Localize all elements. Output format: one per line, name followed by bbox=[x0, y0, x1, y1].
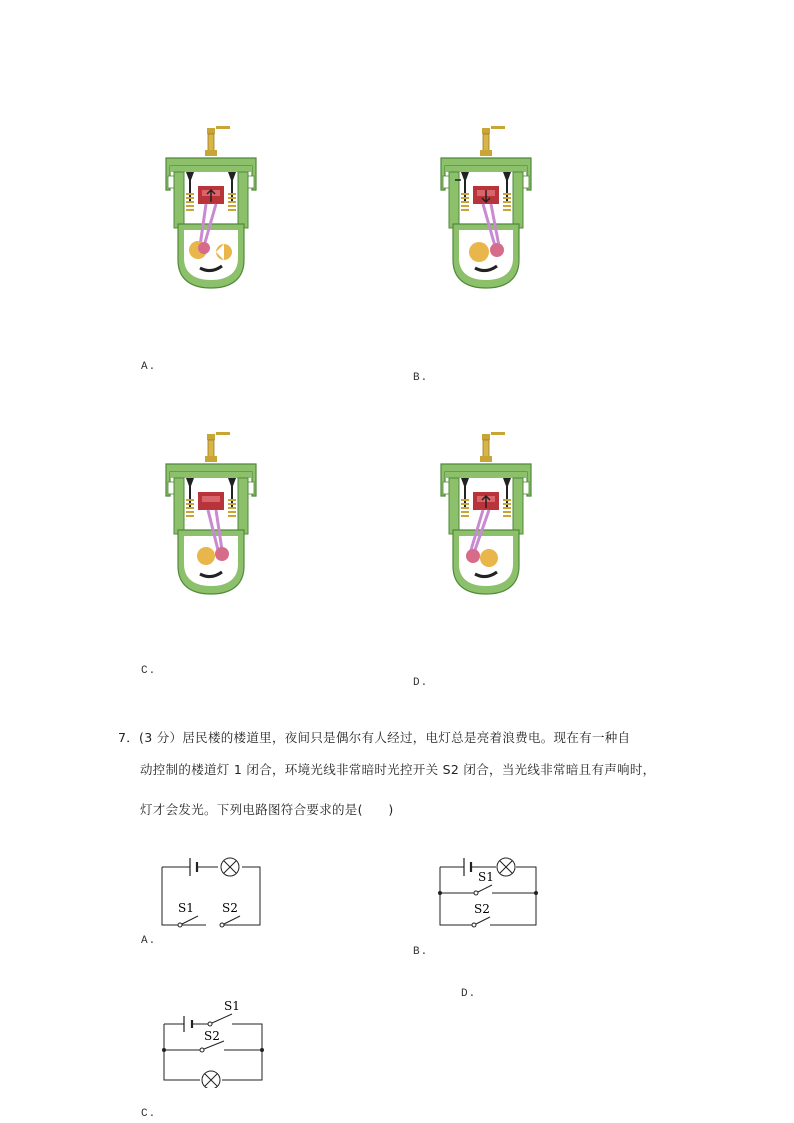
circuit-diagram-b bbox=[428, 850, 548, 932]
engine-option-c-label[interactable]: C. bbox=[141, 665, 157, 677]
question-line-1: 7．(3 分）居民楼的楼道里，夜间只是偶尔有人经过，电灯总是亮着浪费电。现在有一种自 bbox=[118, 730, 631, 745]
engine-diagram-c bbox=[164, 432, 260, 596]
switch-label-s2: S2 bbox=[222, 901, 238, 915]
svg-text:S1: S1 bbox=[478, 870, 494, 884]
svg-text:S2: S2 bbox=[204, 1029, 220, 1043]
engine-option-a-label[interactable]: A. bbox=[141, 361, 157, 373]
switch-label-s1: S1 bbox=[178, 901, 194, 915]
engine-diagram-b bbox=[439, 126, 535, 290]
circuit-option-a-label[interactable]: A. bbox=[141, 935, 157, 947]
engine-option-b-label[interactable]: B. bbox=[413, 372, 429, 384]
question-line-2: 动控制的楼道灯 1 闭合，环境光线非常暗时光控开关 S2 闭合，当光线非常暗且有声响时， bbox=[140, 762, 656, 777]
circuit-diagram-c bbox=[152, 996, 272, 1088]
circuit-option-c-label[interactable]: C. bbox=[141, 1108, 157, 1120]
engine-diagram-a bbox=[164, 126, 260, 290]
circuit-option-d-label[interactable]: D. bbox=[461, 988, 477, 1000]
svg-text:S1: S1 bbox=[224, 999, 240, 1013]
circuit-diagram-a bbox=[150, 850, 270, 932]
engine-option-d-label[interactable]: D. bbox=[413, 677, 429, 689]
engine-diagram-d bbox=[439, 432, 535, 596]
circuit-option-b-label[interactable]: B. bbox=[413, 946, 429, 958]
svg-text:S2: S2 bbox=[474, 902, 490, 916]
question-line-3: 灯才会发光。下列电路图符合要求的是( ) bbox=[140, 802, 394, 817]
